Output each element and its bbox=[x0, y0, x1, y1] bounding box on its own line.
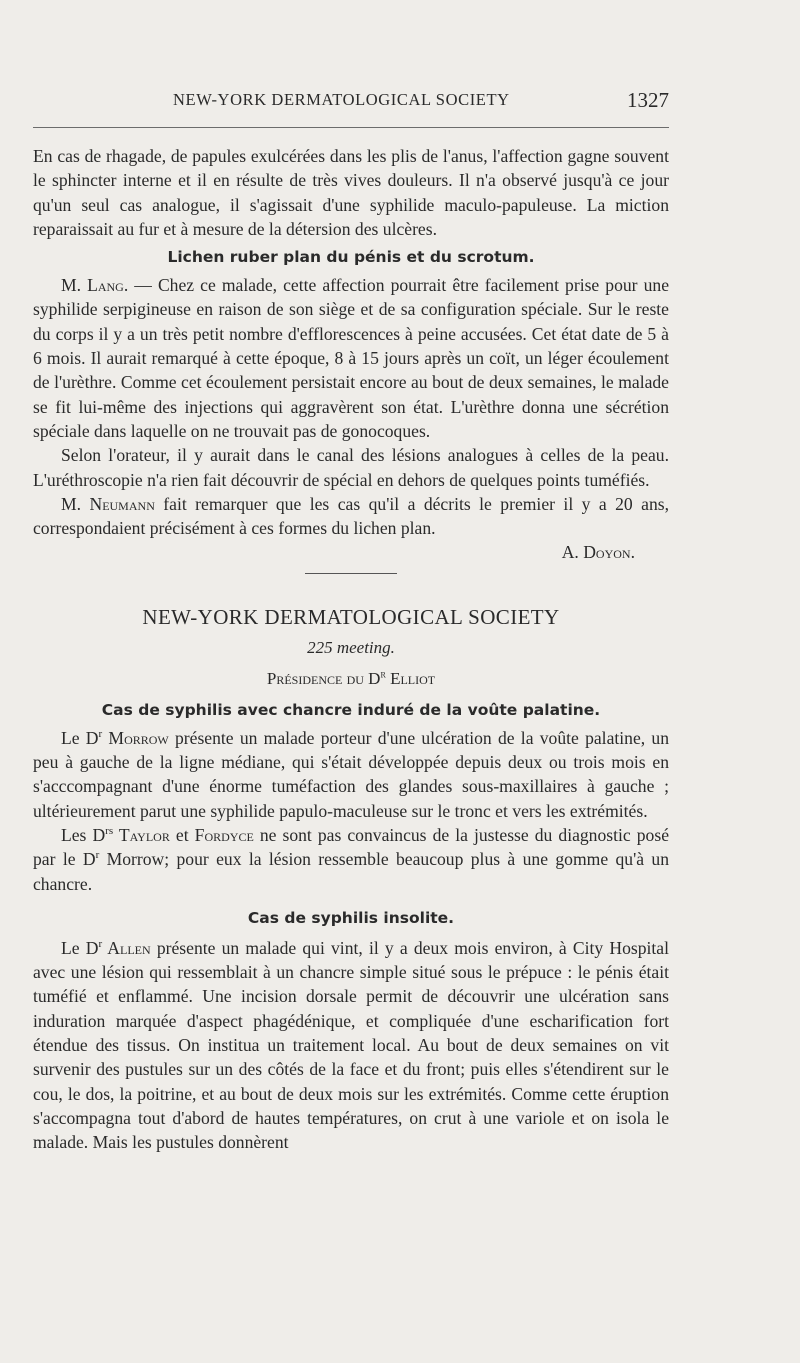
paragraph-lang bbox=[33, 273, 669, 443]
speaker-name-fordyce: Fordyce bbox=[194, 824, 254, 845]
signature: A. Doyon. bbox=[561, 542, 635, 563]
paragraph-text: présente un malade qui vint, il y a deux mois environ, à City Hospital avec une lésion qui ressemblait à un chancre simple situé sous le prépuce : le pénis était tuméfié et enflammé. Une incision dorsale permit de découvrir une ulcération sans induration marquée d'aspect phagédénique, et compliquée d'une escharification fort étendue des tissus. On institua un traitement local. Au bout de deux semaines on vit survenir des pustules sur un des côtés de la face et du front; puis elles s'étendirent sur le cou, le dos, la poitrine, et au bout de deux mois sur les extrémités. Comme cette éruption s'accompagna tout d'abord de hautes températures, on crut à une variole et on isola le malade. Mais les pustules donnèrent bbox=[33, 937, 669, 1153]
meeting-number: 225 meeting. bbox=[307, 637, 395, 657]
president-name: Elliot bbox=[385, 668, 436, 688]
speaker-prefix: Le D bbox=[61, 937, 99, 958]
presidence-line bbox=[33, 666, 669, 692]
speaker-name: M. Lang. bbox=[61, 275, 129, 296]
speaker-prefix: Les D bbox=[61, 824, 106, 845]
society-title: NEW-YORK DERMATOLOGICAL SOCIETY bbox=[142, 604, 560, 629]
paragraph-text: présente un malade porteur d'une ulcération de la voûte palatine, un peu à gauche de la ligne médiane, qui s'était développée depuis deux ou trois mois en s'acccompagnant d'une énorme tuméfaction des glandes sous-maxillaires à gauche ; ultérieurement parut une syphilide papulo-maculeuse sur le tronc et vers les extrémités. bbox=[33, 727, 669, 821]
paragraph-morrow bbox=[33, 726, 669, 823]
presidence-sup: r bbox=[380, 668, 386, 681]
paragraph-taylor-fordyce bbox=[33, 823, 669, 896]
speaker-name: Allen bbox=[102, 937, 151, 958]
speaker-name: Neumann bbox=[89, 493, 155, 514]
conjunction: et bbox=[169, 824, 195, 845]
title-sup: r bbox=[95, 849, 100, 862]
running-head bbox=[33, 88, 669, 114]
paragraph-continuation: En cas de rhagade, de papules exulcérées dans les plis de l'anus, l'affection gagne souvent le sphincter interne et il en résulte de très vives douleurs. Il n'a observé jusqu'à ce jour qu'un seul cas analogue, il s'agissait d'une syphilide maculo-papuleuse. La miction reparaissait au fur et à mesure de la détersion des ulcères. bbox=[33, 146, 669, 239]
title-sup: r bbox=[98, 727, 103, 740]
header-rule bbox=[33, 127, 669, 128]
speaker-prefix: M. bbox=[61, 493, 90, 514]
paragraph-text: — Chez ce malade, cette affection pourrait être facilement prise pour une syphilide serpigineuse en raison de son siège et de sa configuration spéciale. Sur le reste du corps il y a un très petit nombre d'efflorescences à peine accusées. Cet état date de 5 à 6 mois. Il aurait remarqué à cette époque, 8 à 15 jours après un coït, un léger écoulement de l'urèthre. Comme cet écoulement persistait encore au bout de deux semaines, le malade se fit lui-même des injections qui aggravèrent son état. L'urèthre donna une sécrétion spéciale dans laquelle on ne trouvait pas de gonocoques. bbox=[33, 275, 669, 441]
paragraph-text: ne sont pas convaincus de la justesse du diagnostic posé par le D bbox=[33, 824, 670, 870]
page-number: 1327 bbox=[627, 88, 669, 112]
section-heading-lichen: Lichen ruber plan du pénis et du scrotum. bbox=[167, 248, 535, 267]
section-heading-chancre: Cas de syphilis avec chancre induré de la voûte palatine. bbox=[101, 700, 601, 719]
paragraph-neumann bbox=[33, 492, 669, 541]
presidence-prefix: Présidence du D bbox=[266, 668, 381, 688]
speaker-prefix: Le D bbox=[61, 727, 99, 748]
body-text bbox=[33, 144, 669, 1155]
paragraph-text-end: Morrow; pour eux la lésion ressemble beaucoup plus à une gomme qu'à un chancre. bbox=[33, 849, 669, 894]
speaker-name: Morrow bbox=[102, 727, 169, 748]
section-heading-insolite: Cas de syphilis insolite. bbox=[247, 908, 455, 927]
paragraph-text: fait remarquer que les cas qu'il a décrits le premier il y a 20 ans, correspondaient précisément à ces formes du lichen plan. bbox=[33, 493, 669, 539]
title-sup: rs bbox=[105, 825, 114, 838]
title-sup: r bbox=[98, 937, 103, 950]
speaker-name-taylor: Taylor bbox=[113, 824, 170, 845]
section-divider bbox=[305, 573, 397, 574]
paragraph-allen bbox=[33, 936, 669, 1155]
running-title: NEW-YORK DERMATOLOGICAL SOCIETY bbox=[173, 90, 510, 109]
paragraph-orateur: Selon l'orateur, il y aurait dans le canal des lésions analogues à celles de la peau. L'uréthroscopie n'a rien fait découvrir de spécial en dehors de quelques points tuméfiés. bbox=[33, 445, 669, 490]
